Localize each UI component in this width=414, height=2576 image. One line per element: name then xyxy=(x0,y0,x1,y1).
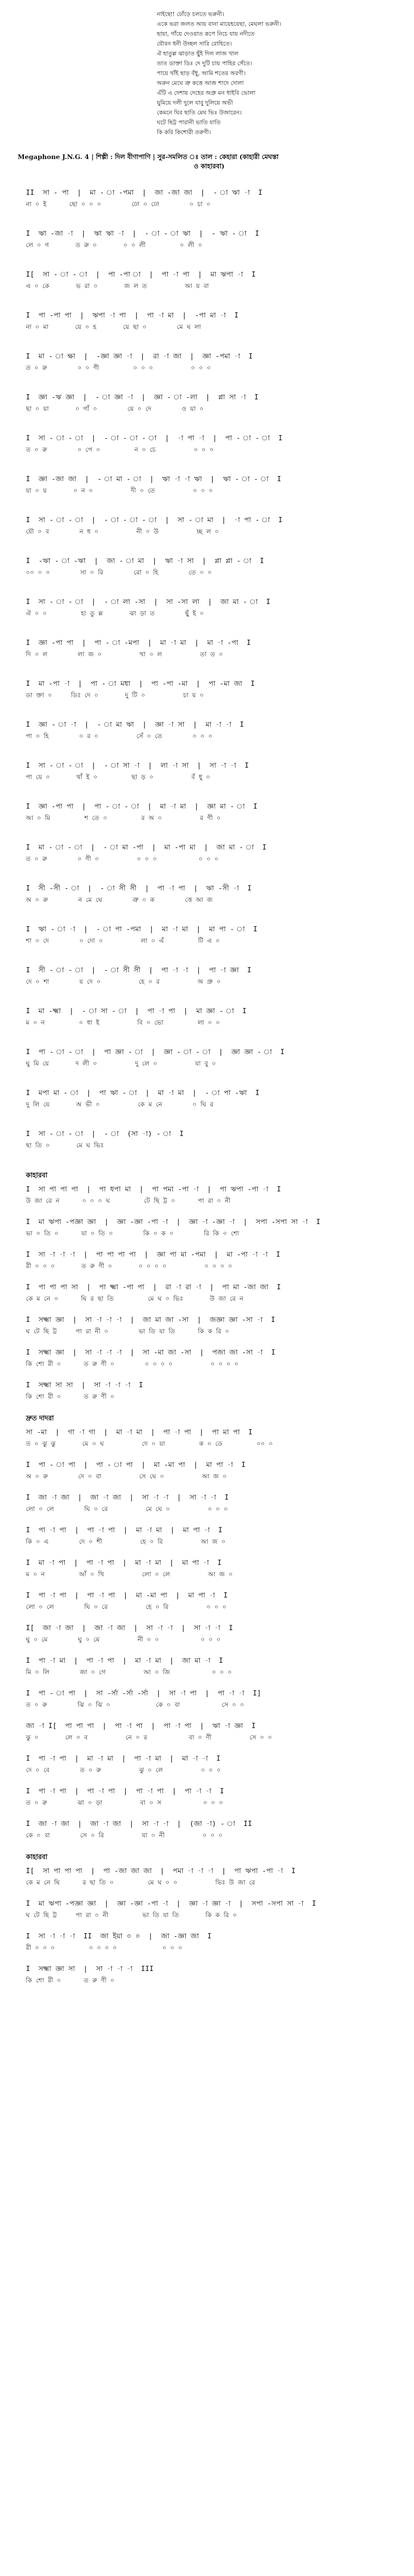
lyric-syllable-row: দে ০ শা য় দে ০ হে ০ র অ গ্ৰু ০ xyxy=(26,978,221,985)
notation-row: I মা - া ক্ষা | -জ্ঞা জ্ঞা -া | রা -া জা | জ্ঞা -পমা -া I xyxy=(26,352,253,361)
notation-row: I মা -া পা | পা -া পা | মা -া মা | মা পা -া I xyxy=(26,1559,222,1567)
lyric-syllable-row: কে ০ বা সে ০ রি যা ০ নী ০ ০ ০ xyxy=(26,1832,223,1839)
lyric-syllable-row: দি ০ ল লা জ ০ খা ০ ল তা ত ০ xyxy=(26,651,223,658)
notation-row: I পা পা পা সা | পা ক্ষ্মা -পা পা | রা -া রা -া | পা মা -জা জা I xyxy=(26,1283,281,1291)
notation-row: I সা - া - া | - া - া - া | -া পা -া | পা - া - া I xyxy=(26,434,283,442)
notation-row: I জা -া জা | জা -া জা | সা -া -া | (জা -া) - া II xyxy=(26,1820,252,1828)
poem-line: ঐ হাতুল্ল ঝাড়াত ছুঁই দিল লাজ খাল xyxy=(157,50,239,57)
lyric-syllable-row: ত ০ রু ০ পে ০ ন ০ চে ০ ০ ০ xyxy=(26,446,214,453)
lyric-syllable-row: ছা ০ য়া ০ গাঁ ০ য়ে ০ দে ও য়া ০ xyxy=(26,405,204,412)
notation-row: II সা - পা | মা - া -পমা | জা -জা জা | - া ঋা -া I xyxy=(26,189,263,197)
poem-line: যৌবন ধনী উচ্ছল সারি রোহিতে। xyxy=(157,40,232,47)
lyric-syllable-row: না ০ ই ছো ০ ০ ০ ঢো ০ ঢো ০ চা ০ xyxy=(26,200,211,208)
lyric-syllable-row: আ ০ মি শ তে ০ র অ ০ র ণী ০ xyxy=(26,814,221,822)
poem-line: কি করি কিশোরী তরুণী। xyxy=(157,129,211,136)
notation-row: I সক্ষ্মা জ্ঞা | সা -া -া -া | সা -মা জা -সা | পজা জা -সা -া I xyxy=(26,1348,276,1357)
lyric-syllable-row: ০০ ০ ০ সা ০ রি রো ০ হি তে ০ ০ xyxy=(26,569,212,576)
lyric-syllable-row: যৌ ০ ব ন ধ ০ নী ০ উ চ্ছ ল ০ xyxy=(26,528,219,535)
lyric-syllable-row: দু লি য়ে অ ভী ০ কে ম নে ০ ঘি র xyxy=(26,1101,214,1108)
lyric-syllable-row: ঘু ০ মে ঘু ০ মে নী ০ ০ ০ ০ ০ xyxy=(26,1636,221,1643)
lyric-syllable-row: কি ০ এ দে ০ শী হে ০ রি আ জ ০ xyxy=(26,1538,226,1545)
lyric-syllable-row: ঘ টে ছি ট্ট পা রা ০ নী ভা তি যা তি কি ক রি ০ xyxy=(26,1911,237,1919)
title-line-2: ও কাহারবা) xyxy=(194,162,225,170)
notation-row: I[ জা -া জা | জা -া জা | সা -া -া | সা -া -া I xyxy=(26,1624,233,1632)
lyric-syllable-row: লো ০ লে ঘি ০ রে হে ০ রি ০ ০ ০ xyxy=(26,1603,227,1610)
lyric-syllable-row: লে ০ গ ত রু ০ ০ ০ লী ০ লী ০ xyxy=(26,241,202,249)
notation-row: I মপা মা - া | পা ঋা - া | মা -া মা | - া পা -ঋা I xyxy=(26,1089,260,1097)
poem-line: ঘটে ছিট্ট পারানী ভাতি যাতি xyxy=(157,119,221,126)
notation-row: I ঋা - া -া | - া পা -পমা | মা -া মা | মা পা - া I xyxy=(26,925,258,933)
lyric-syllable-row: ঝু ০ লে ০ ব নে ০ র বা ০ ণী সে ০ ০ xyxy=(26,1734,272,1741)
lyric-syllable-row: এ ০ কে ভ রা ০ জ ল ত আ য় বা xyxy=(26,282,209,290)
notation-row: I জ্ঞা -পা পা | পা - া - া | মা -া মা | জ্ঞা মা - া I xyxy=(26,802,258,811)
lyric-syllable-row: ত ০ রু ঝি ০ ঝি ০ কে ০ বা সে ০ ০ xyxy=(26,1701,244,1708)
notation-row: I মা -ক্ষ্মা | - া সা - া | পা -া পা | মা জ্ঞা - া I xyxy=(26,1007,247,1015)
lyric-syllable-row: ডা ক্তা ০ ডিঃ দে ০ দু টি ০ চা য় ০ xyxy=(26,692,204,699)
notation-row: I মা -পা -া | পা - া মধা | পা -পা -মা | পা -মা জা I xyxy=(26,680,255,688)
notation-row: I সা - া - া | - া লা -সা | সা -সা লা | জা মা - া I xyxy=(26,598,271,606)
lyric-syllable-row: উ জা রে ন ০ ০ ০ ঘ টে ছি ট্ট ০ পা রা ০ নী xyxy=(26,1197,231,1204)
notation-row: I ঋা -জা -া | ঋা ঋা -া | - া - া ঋা | - ঋা - া I xyxy=(26,229,259,238)
section-heading: কাহারবা xyxy=(26,1853,48,1861)
notation-row: I সক্ষ্মা জ্ঞা | সা -া -া -া | জা মা জা -সা | জজ্ঞা জ্ঞা -সা -া I xyxy=(26,1316,275,1324)
notation-row: I সী -সী - া | - া সী সী | পা -া পা | ঋা -সী -া I xyxy=(26,884,252,893)
notation-row: I জ্ঞা -পা পা | পা - া -মপা | মা -া মা | মা -া -পা I xyxy=(26,639,251,647)
notation-row: I সী - া - া | - া সী সী | পা -া -া | পা -া জ্ঞা I xyxy=(26,966,252,974)
notation-row: I পা -া মা | পা -া পা | মা -া মা | জা মা -া I xyxy=(26,1657,224,1665)
lyric-syllable-row: অ ০ রু দে ০ বা সে ঘে ০ আ জ ০ xyxy=(26,1473,227,1480)
lyric-syllable-row: দে ০ বে ত ০ রু ঝু ০ লে ০ ০ ০ xyxy=(26,1766,221,1774)
notation-row: I সা পা পা পা | পা ধপা মা | পা পমা -পা -া | পা ঋপা -পা -া I xyxy=(26,1185,281,1193)
lyric-syllable-row: ত ০ ঝু ঝু মে ০ ঘ দে ০ য়া ক ০ ডে ০০ ০ xyxy=(26,1440,273,1447)
lyric-syllable-row: কি শো রী ০ ত রু ণী ০ xyxy=(26,1393,115,1400)
notation-row: I পা -া পা | পা -া পা | মা -া মা | মা পা -া I xyxy=(26,1526,223,1534)
poem-line: ঘুমিয়ে দলী দুলে যাবু দুলিয়ে অভী xyxy=(157,99,233,106)
notation-row: I জ্ঞা -ঋ জ্ঞা | - া জ্ঞা -া | জ্ঞা - া -লা | প্লা সা -া I xyxy=(26,393,259,401)
poem-lyrics xyxy=(157,9,328,137)
lyric-syllable-row: মি ০ লি জা ০ গে আ ০ জি ০ ০ ০ xyxy=(26,1668,232,1676)
poem-line: ছায়া, গাঁয়ে দেওয়াত রূপে নিচে যায় নদীতে xyxy=(157,31,255,37)
notation-row: I পা -পা পা | ঋপা -া পা | পা -া মা | -পা মা -া I xyxy=(26,311,239,320)
poem-line: কেমনে ঘির ছাতি মেঘ ভিঃ উজারেন। xyxy=(157,109,242,116)
lyric-syllable-row: শা ০ দে ০ দো ০ লা ০ এঁ টি এ ০ xyxy=(26,937,220,944)
notation-row: জা -া I[ পা পা পা | পা -া পা | পা -া পা | ঋা -া জ্ঞা I xyxy=(26,1722,256,1730)
notation-row: I পা - া - া | পা জ্ঞা - া | জ্ঞা - া - া | জ্ঞা জ্ঞা - া I xyxy=(26,1048,285,1056)
notation-row: I মা - া - া | - া মা -পা | মা -পা মা | জা মা - া I xyxy=(26,843,267,852)
poem-line: অরুন মেঘে ত্রু কত্তে আজ শাদে দোলা xyxy=(157,80,244,87)
notation-row: I পা -া পা | পা -া পা | পা -া পা | পা -া -া I xyxy=(26,1787,224,1795)
notation-row: I[ সা - া - া | পা -পা া | পা -া পা | মা ঋপা -া I xyxy=(26,270,256,279)
section-heading: কাহারবা xyxy=(26,1172,48,1179)
lyric-syllable-row: কে ম নে ঘি র ছা তি ০ মে ঘ ০ ০ ভিঃ উ জা রে xyxy=(26,1879,255,1886)
notation-row: I সা -া -া -া II জা ইয়া ০ ০ | জা -জ্ঞা জা I xyxy=(26,1932,212,1940)
lyric-syllable-row: রী ০ ০ ০ ০ ০ ০ ০ ০ ০ ০ xyxy=(26,1944,183,1951)
lyric-syllable-row: কি শো রী ০ ত রু ণী ০ xyxy=(26,1977,115,1984)
lyric-syllable-row: ত ০ রু ০ ণী ০ ০ ০ ০ ০ ০ ০ xyxy=(26,855,219,862)
notation-row: I পা - া পা | পা - া পা | মা -মা পা | মা পা -া I xyxy=(26,1461,246,1469)
lyric-syllable-row: ত ০ রু ঝা ০ ড়া বা ০ স ০ ০ ০ xyxy=(26,1799,223,1806)
notation-row: I পা - া পা | সা -র্সা -র্সা -র্সা | সা -া পা | পা -া -া I] xyxy=(26,1689,261,1697)
notation-row: সা -মা | গা -া গা | মা -া মা | পা -া পা | পা মা পা I xyxy=(26,1428,253,1436)
lyric-syllable-row: যা ০ য় ০ ন ০ দী ০ তে ০ ০ ০ xyxy=(26,487,213,494)
poem-line: পায়ে থাঁই ছাড় বঁধু, আমি শতের অরণী। xyxy=(157,70,246,77)
title-line-1: Megaphone J.N.G. 4 | শিল্পী : দিল বীণাপাণি | সুর-সমলিত ঃ তাল : কেহারা (কাহারী মেঘস্তা xyxy=(18,153,279,161)
notation-row: I সা - া - া | - া (সা -া) - া I xyxy=(26,1130,184,1138)
lyric-syllable-row: ত ০ রু ০ ০ ণী ০ ০ ০ ০ ০ ০ xyxy=(26,364,211,371)
notation-row: I জ্ঞা -জা জা | - া মা - া | ঋা -া -া ঋা | ঋা - া - া I xyxy=(26,475,282,483)
notation-row: I -ঋা - া -ঋা | জা - া মা | ঋা -া সা | প্লা প্লা - া I xyxy=(26,557,264,565)
notation-row: I মা ঋপা -পজ্ঞা জ্ঞা | জ্ঞা -জ্ঞা -পা -া | জ্ঞা -া জ্ঞা -া | সপা -সপা সা -া I xyxy=(26,1899,316,1908)
lyric-syllable-row: ম ০ ন ০ ধা ই বি ০ ভো লা ০ ০ xyxy=(26,1019,220,1026)
lyric-syllable-row: ম ০ ন আঁ ০ খি লো ০ লে আ জ ০ xyxy=(26,1571,233,1578)
notation-body xyxy=(26,186,398,1995)
section-heading: দ্রুত দাদরা xyxy=(26,1415,54,1422)
poem-line: তাত ডাক্তা ডিঃ দে দুটি চায় পাহির সেঁতে। xyxy=(157,60,253,67)
poem-line: এঁটি এ দেশায় দেহের অগ্ৰু মন ধাইবি ভোলা xyxy=(157,90,256,96)
lyric-syllable-row: কে ম নে ০ ঘি র ছা তি মে ঘ ০ ভিঃ উ জা রে ন xyxy=(26,1295,244,1302)
notation-row: I মা ঋপা -পজ্ঞা জ্ঞা | জ্ঞা -জ্ঞা -পা -া | জ্ঞা -া -জ্ঞা -া | সপা -সপা সা -া I xyxy=(26,1218,321,1226)
poem-line: একে ভরা জলত আয় বানা মায়েহয়েছা, মেঘলা ভরুনী। xyxy=(157,21,282,27)
song-title xyxy=(18,152,401,171)
lyric-syllable-row: ঐ ০ ০ হা তু ল্ল ঝা ড়া ত ছুঁ ই ০ xyxy=(26,610,204,617)
notation-row: I জা -া জা | জা -া জা | সা -া -া | সা -া -া I xyxy=(26,1493,229,1502)
lyric-syllable-row: ঘ টে ছি ট্ট পা রা নী ০ ভা তি যা তি কি ক রি ০ xyxy=(26,1328,229,1335)
notation-row: I সা - া - া | - া - া - া | সা - া মা | -া পা - া I xyxy=(26,516,283,524)
notation-row: I সক্ষ্মা জ্ঞা সা | সা -া -া -া III xyxy=(26,1965,154,1973)
notation-row: I পা -া পা | মা -া মা | পা -া মা | মা -া -া I xyxy=(26,1754,221,1763)
notation-row: I জ্ঞা - া -া | - া মা ঋা | জ্ঞা -া সা | মা -া -া I xyxy=(26,721,244,729)
lyric-syllable-row: লো ০ লে ঘি ০ রে মে ঘে ০ ০ ০ ০ xyxy=(26,1505,228,1513)
lyric-syllable-row: পা য়ে ০ থাঁ ই ০ ছা ড় ০ বঁ ধু ০ xyxy=(26,773,211,781)
lyric-syllable-row: অ ০ রু ন মে ঘে ত্রু ০ ক ত্তে আ জ xyxy=(26,896,213,903)
lyric-syllable-row: রী ০ ০ ০ ত রু ণী ০ ০ ০ ০ ০ ০ ০ ০ ০ xyxy=(26,1262,232,1270)
lyric-syllable-row: পা ০ হি ০ র ০ সেঁ ০ তে ০ ০ ০ xyxy=(26,732,213,740)
notation-row: I সা -া -া -া | পা পা পা পা | জ্ঞা পা মা -পমা | মা -পা -া -া I xyxy=(26,1250,280,1259)
lyric-syllable-row: কি শো রী ০ ত রু ণী ০ ০ ০ ০ ০ ০ ০ ০ ০ xyxy=(26,1360,239,1368)
notation-row: I সা - া - া | - া সা -া | লা -া সা | সা -া -া I xyxy=(26,761,249,770)
lyric-syllable-row: ঘু মি য়ে দ লী ০ দু লে ০ যা বু ০ xyxy=(26,1060,216,1067)
lyric-syllable-row: ছা তি ০ মে ঘ ভিঃ xyxy=(26,1142,104,1149)
poem-line: নাইছো! ঢোঁড়ে চলতে ভরুনী। xyxy=(157,11,225,18)
notation-row: I পা -া পা | পা -া পা | মা -মা পা | মা পা -া I xyxy=(26,1591,228,1600)
notation-row: I সক্ষ্মা সা সা | সা -া -া -া I xyxy=(26,1381,143,1389)
notation-row: I[ সা পা পা পা | পা -জা জা জা | পমা -া -া -া | পা ঋপা -পা -া I xyxy=(26,1867,296,1875)
lyric-syllable-row: না ০ মা য়ে ০ হ য়ে ছা ০ মে ঘ লা xyxy=(26,323,201,330)
lyric-syllable-row: ভা ০ তি ০ যা ০ তি ০ কি ০ ক ০ রি কি ০ শো xyxy=(26,1230,239,1237)
